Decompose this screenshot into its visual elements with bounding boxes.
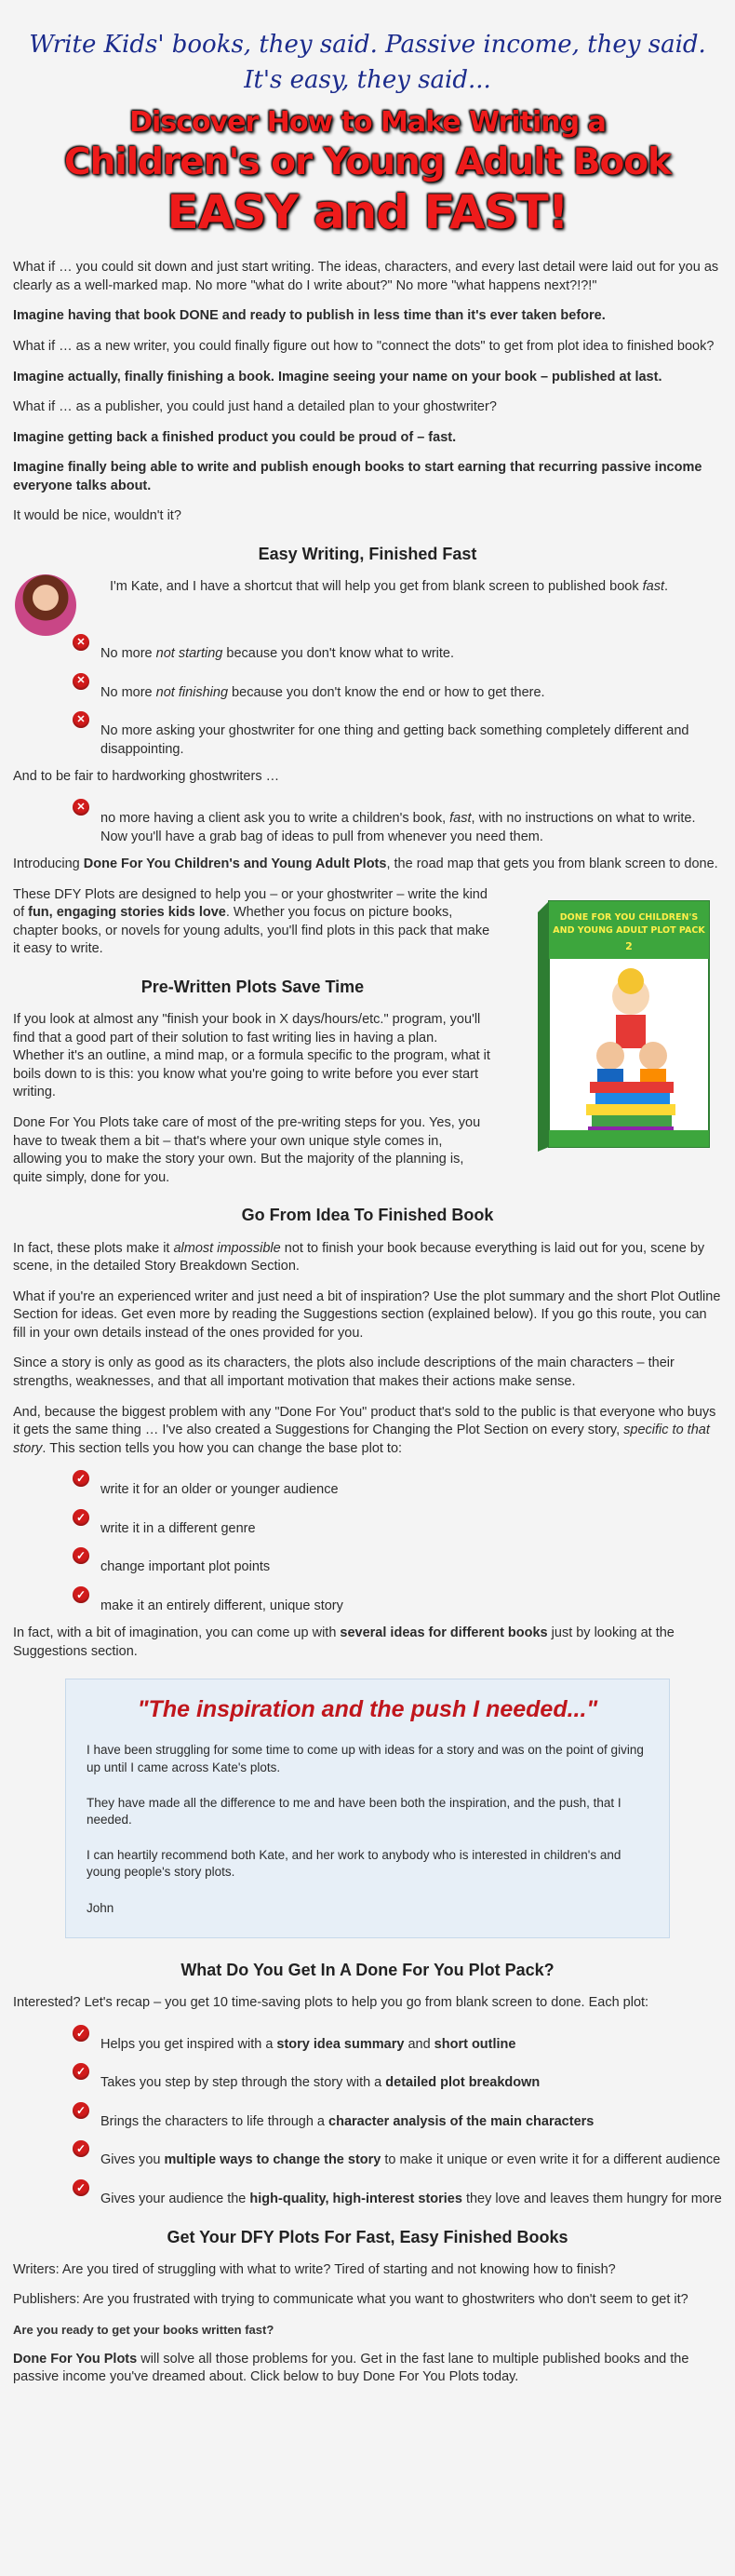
check-icon: ✓ (73, 1470, 89, 1487)
handwritten-tagline (13, 28, 722, 98)
testimonial-author: John (87, 1900, 114, 1915)
heading-get-plots: Get Your DFY Plots For Fast, Easy Finished Books (167, 2227, 568, 2246)
list-item: ✓ Takes you step by step through the story with a detailed plot breakdown (97, 2063, 722, 2093)
list-item: ✓ Helps you get inspired with a story idea summary and short outline (97, 2025, 722, 2055)
pain-point: ✕ No more not starting because you don't know what to write. (97, 634, 722, 664)
ghostwriter-list (13, 799, 722, 846)
book-title-line-1: DONE FOR YOU CHILDREN'S (559, 911, 699, 923)
intro-para-8: It would be nice, wouldn't it? (13, 508, 181, 524)
pain-point: ✕ no more having a client ask you to write a children's book, fast, with no instructions on what to write. Now you'll have a grab bag of ideas to pull from whenever you need them. (97, 799, 722, 846)
product-intro: Introducing Done For You Children's and Young Adult Plots, the road map that gets you from blank screen to done. (13, 856, 718, 872)
pain-point: ✕ No more not finishing because you don't know the end or how to get there. (97, 673, 722, 703)
ghostwriter-note: And to be fair to hardworking ghostwriters … (13, 769, 280, 785)
final-para-4: Done For You Plots will solve all those problems for you. Get in the fast lane to multiple published books and the passive income you've dreamed about. Click below to buy Done For You Plots today. (13, 2351, 689, 2385)
list-item: ✓ change important plot points (97, 1547, 722, 1577)
intro-para-5: What if … as a publisher, you could just hand a detailed plan to your ghostwriter? (13, 399, 497, 415)
author-avatar (15, 574, 76, 636)
list-item: ✓ write it in a different genre (97, 1509, 722, 1539)
tagline-line-1: Write Kids' books, they said. Passive income, they said. (29, 31, 706, 59)
final-para-1: Writers: Are you tired of struggling with what to write? Tired of starting and not knowing how to finish? (13, 2261, 616, 2277)
x-icon: ✕ (73, 634, 89, 651)
check-icon: ✓ (73, 2179, 89, 2196)
testimonial-para-1: I have been struggling for some time to come up with ideas for a story and was on the point of giving up until I came across Kate's plots. (87, 1743, 644, 1774)
heading-idea-to-book: Go From Idea To Finished Book (241, 1206, 494, 1225)
author-intro (13, 578, 722, 634)
list-item: ✓ Gives you multiple ways to change the story to make it unique or even write it for a different audience (97, 2140, 722, 2170)
testimonial-para-3: I can heartily recommend both Kate, and her work to anybody who is interested in children's and young people's story plots. (87, 1848, 621, 1880)
testimonial-title: "The inspiration and the push I needed..." (137, 1695, 598, 1722)
content-column (0, 28, 735, 2387)
intro-para-1: What if … you could sit down and just start writing. The ideas, characters, and every last detail were laid out for you as clearly as a well-marked map. No more "what do I write about?" No more "what happens next?!?!" (13, 260, 719, 293)
testimonial-para-2: They have made all the difference to me and have been both the inspiration, and the push, that I needed. (87, 1795, 621, 1827)
idea-para-3: Since a story is only as good as its characters, the plots also include descriptions of the main characters – their strengths, weaknesses, and that all important motivation that makes their actions make sense. (13, 1355, 675, 1389)
x-icon: ✕ (73, 799, 89, 816)
author-intro-text: I'm Kate, and I have a shortcut that will help you get from blank screen to published book fast. (110, 579, 669, 595)
idea-para-2: What if you're an experienced writer and just need a bit of inspiration? Use the plot summary and the short Plot Outline Section for ideas. Get even more by reading the Suggestions section (explained below). If you go this route, you can fill in your own details instead of the ones provided for you. (13, 1288, 721, 1341)
final-question: Are you ready to get your books written fast? (13, 2322, 274, 2337)
check-icon: ✓ (73, 1586, 89, 1603)
intro-para-2: Imagine having that book DONE and ready to publish in less time than it's ever taken before. (13, 308, 606, 324)
book-number: 2 (625, 939, 633, 952)
intro-para-4: Imagine actually, finally finishing a book. Imagine seeing your name on your book – published at last. (13, 369, 662, 384)
hero-headline (13, 107, 722, 238)
dfy-para-1: These DFY Plots are designed to help you – or your ghostwriter – write the kind of fun, engaging stories kids love. Whether you focus on picture books, chapter books, or novels for young adults, you'll find plots in this pack that make it easy to write. (13, 886, 490, 957)
check-icon: ✓ (73, 2102, 89, 2119)
check-icon: ✓ (73, 1547, 89, 1564)
intro-para-6: Imagine getting back a finished product you could be proud of – fast. (13, 429, 457, 445)
dfy-para-2: If you look at almost any "finish your book in X days/hours/etc." program, you'll find that a good part of their solution to fast writing lies in having a plan. Whether it's an outline, a mind map, or a formula specific to the program, what it boils down to is this: you know what you're going to write before you ever start writing. (13, 1012, 490, 1100)
change-options-list (13, 1470, 722, 1615)
product-section (13, 886, 722, 1188)
idea-para-1: In fact, these plots make it almost impossible not to finish your book because everything is laid out for you, scene by scene, in the detailed Story Breakdown Section. (13, 1240, 705, 1275)
product-book-cover (530, 896, 716, 1152)
hero-line-3: EASY and FAST! (167, 185, 568, 240)
benefits-list (13, 2025, 722, 2209)
book-title-line-2: AND YOUNG ADULT PLOT PACK (553, 924, 705, 936)
dfy-para-3: Done For You Plots take care of most of the pre-writing steps for you. Yes, you have to tweak them a bit – that's where your own unique style comes in, allowing you to make the story your own. But the majority of the planning is, quite simply, done for you. (13, 1115, 481, 1185)
check-icon: ✓ (73, 2025, 89, 2042)
list-item: ✓ make it an entirely different, unique story (97, 1586, 722, 1616)
check-icon: ✓ (73, 2140, 89, 2157)
pain-points-list (13, 634, 722, 759)
heading-pre-written: Pre-Written Plots Save Time (140, 977, 365, 996)
pain-point: ✕ No more asking your ghostwriter for one thing and getting back something completely different and disappointing. (97, 711, 722, 759)
intro-para-7: Imagine finally being able to write and publish enough books to start earning that recurring passive income everyone talks about. (13, 460, 702, 493)
check-icon: ✓ (73, 1509, 89, 1526)
testimonial-box (65, 1679, 670, 1938)
heading-what-you-get: What Do You Get In A Done For You Plot Pack? (180, 1960, 555, 1979)
intro-para-3: What if … as a new writer, you could finally figure out how to "connect the dots" to get from plot idea to finished book? (13, 338, 715, 354)
heading-easy-writing: Easy Writing, Finished Fast (258, 544, 477, 563)
recap-intro: Interested? Let's recap – you get 10 time-saving plots to help you go from blank screen to done. Each plot: (13, 1995, 649, 2011)
x-icon: ✕ (73, 711, 89, 728)
hero-line-2: Children's or Young Adult Book (63, 142, 671, 184)
tagline-line-2: It's easy, they said... (244, 65, 491, 94)
hero-line-1: Discover How to Make Writing a (129, 106, 606, 140)
list-item: ✓ Brings the characters to life through a character analysis of the main characters (97, 2102, 722, 2132)
idea-para-4: And, because the biggest problem with any "Done For You" product that's sold to the public is that everyone who buys it gets the same thing … I've also created a Suggestions for Changing the Plot Section on every story, specific to that story. This section tells you how you can change the base plot to: (13, 1404, 716, 1456)
idea-para-5: In fact, with a bit of imagination, you can come up with several ideas for different books just by looking at the Suggestions section. (13, 1625, 675, 1660)
list-item: ✓ Gives your audience the high-quality, high-interest stories they love and leaves them hungry for more (97, 2179, 722, 2209)
final-para-2: Publishers: Are you frustrated with trying to communicate what you want to ghostwriters who don't seem to get it? (13, 2292, 688, 2308)
check-icon: ✓ (73, 2063, 89, 2080)
x-icon: ✕ (73, 673, 89, 690)
list-item: ✓ write it for an older or younger audience (97, 1470, 722, 1500)
